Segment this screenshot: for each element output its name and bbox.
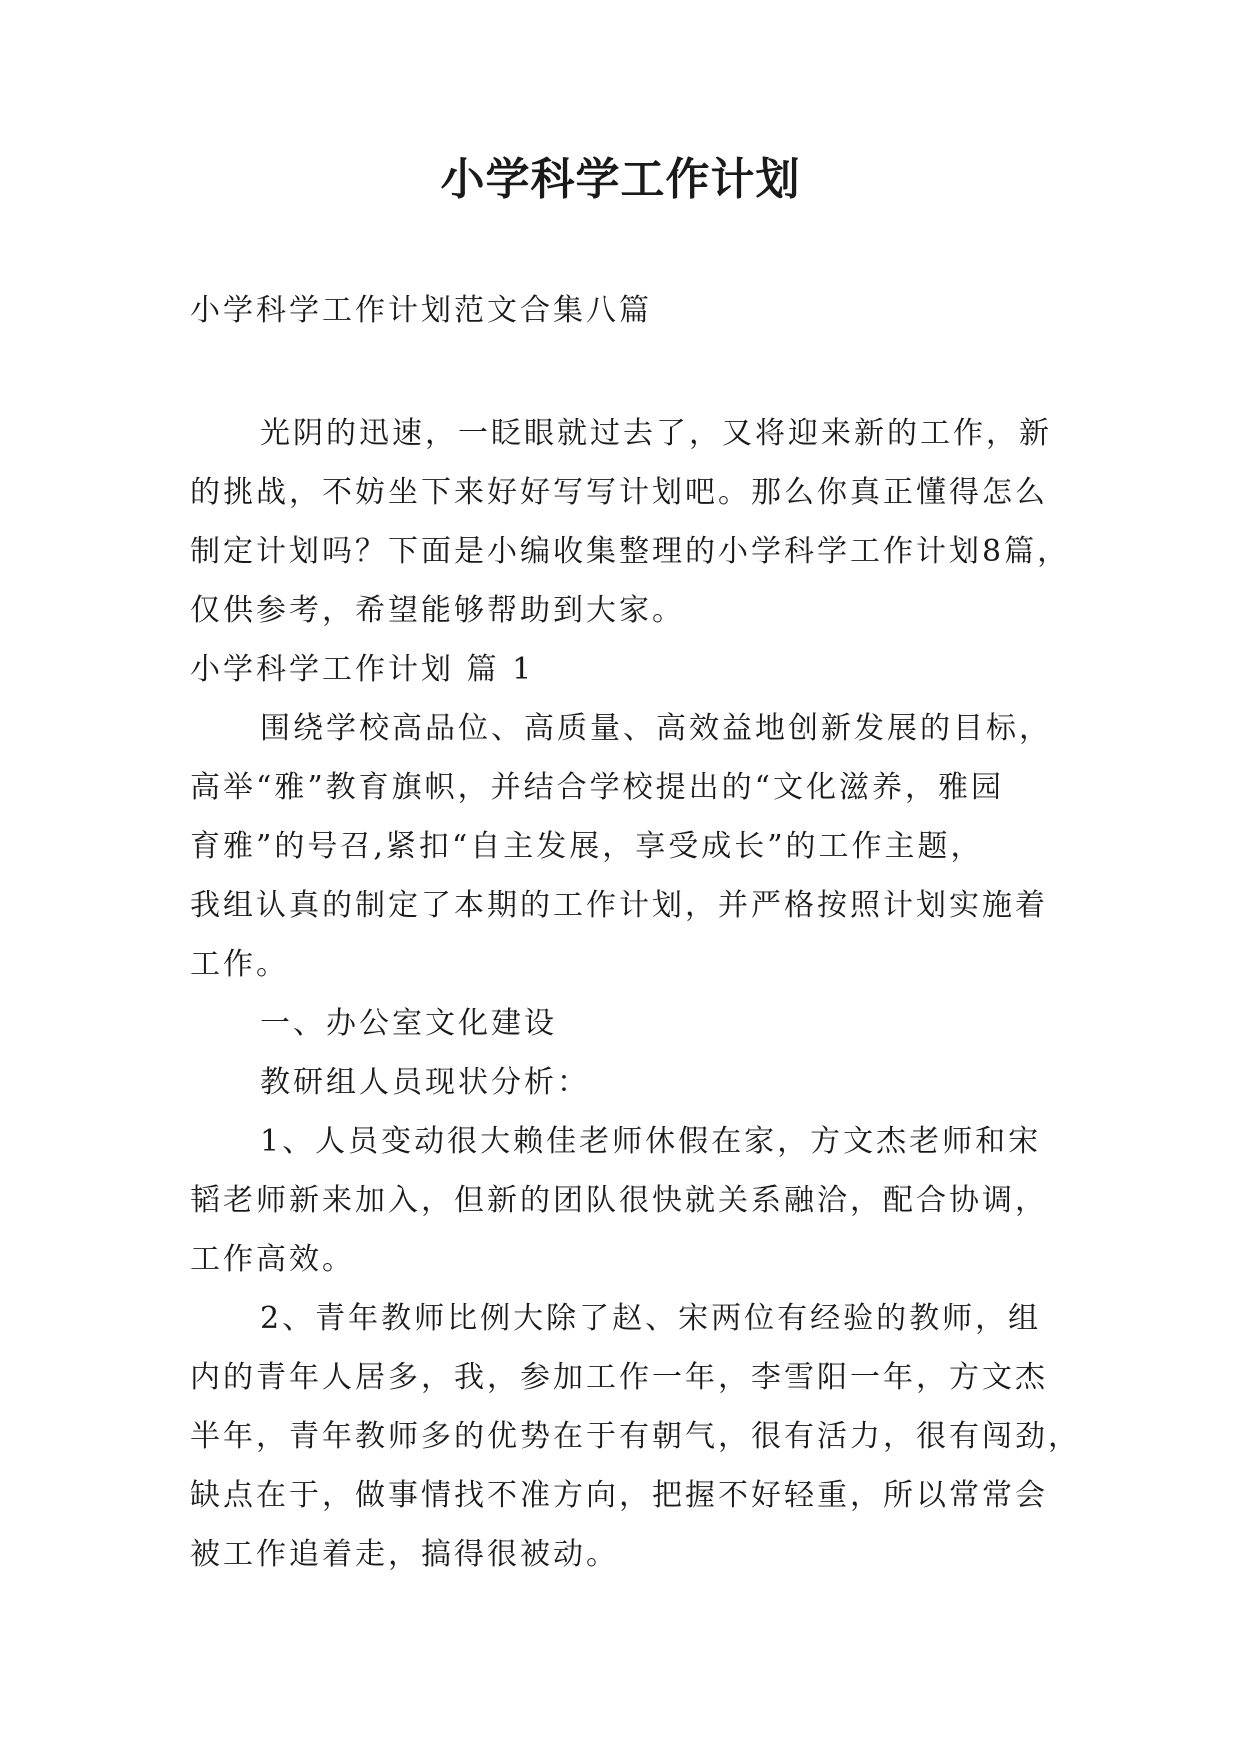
intro-line: 的挑战，不妨坐下来好好写写计划吧。那么你真正懂得怎么	[190, 475, 1048, 510]
intro-line: 仅供参考，希望能够帮助到大家。	[190, 593, 685, 628]
paragraph-line: 高举“雅”教育旗帜，并结合学校提出的“文化滋养，雅园	[190, 770, 1005, 805]
intro-line: 光阴的迅速，一眨眼就过去了，又将迎来新的工作，新	[260, 416, 1052, 451]
paragraph-line: 我组认真的制定了本期的工作计划，并严格按照计划实施着	[190, 888, 1048, 923]
list-item-line: 半年，青年教师多的优势在于有朝气，很有活力，很有闯劲，	[190, 1419, 1081, 1454]
subsection-heading: 一、办公室文化建设	[260, 1006, 557, 1041]
list-item-line: 韬老师新来加入，但新的团队很快就关系融洽，配合协调，	[190, 1183, 1048, 1218]
list-item-line: 内的青年人居多，我，参加工作一年，李雪阳一年，方文杰	[190, 1360, 1048, 1395]
document-body	[190, 404, 1081, 1584]
paragraph-line: 工作。	[190, 947, 289, 982]
document-subtitle: 小学科学工作计划范文合集八篇	[190, 293, 652, 328]
list-item-line: 工作高效。	[190, 1242, 355, 1277]
paragraph-line: 育雅”的号召,紧扣“自主发展，享受成长”的工作主题，	[190, 829, 984, 864]
document-title: 小学科学工作计划	[440, 154, 801, 205]
list-item-line: 1、人员变动很大赖佳老师休假在家，方文杰老师和宋	[260, 1124, 1042, 1159]
section-heading: 小学科学工作计划 篇 1	[190, 652, 535, 687]
paragraph-line: 围绕学校高品位、高质量、高效益地创新发展的目标，	[260, 711, 1052, 746]
list-item-line: 被工作追着走，搞得很被动。	[190, 1537, 619, 1572]
intro-line: 制定计划吗？下面是小编收集整理的小学科学工作计划8篇，	[190, 534, 1071, 569]
paragraph-line: 教研组人员现状分析：	[260, 1065, 590, 1100]
list-item-line: 缺点在于，做事情找不准方向，把握不好轻重，所以常常会	[190, 1478, 1048, 1513]
list-item-line: 2、青年教师比例大除了赵、宋两位有经验的教师，组	[260, 1301, 1042, 1336]
